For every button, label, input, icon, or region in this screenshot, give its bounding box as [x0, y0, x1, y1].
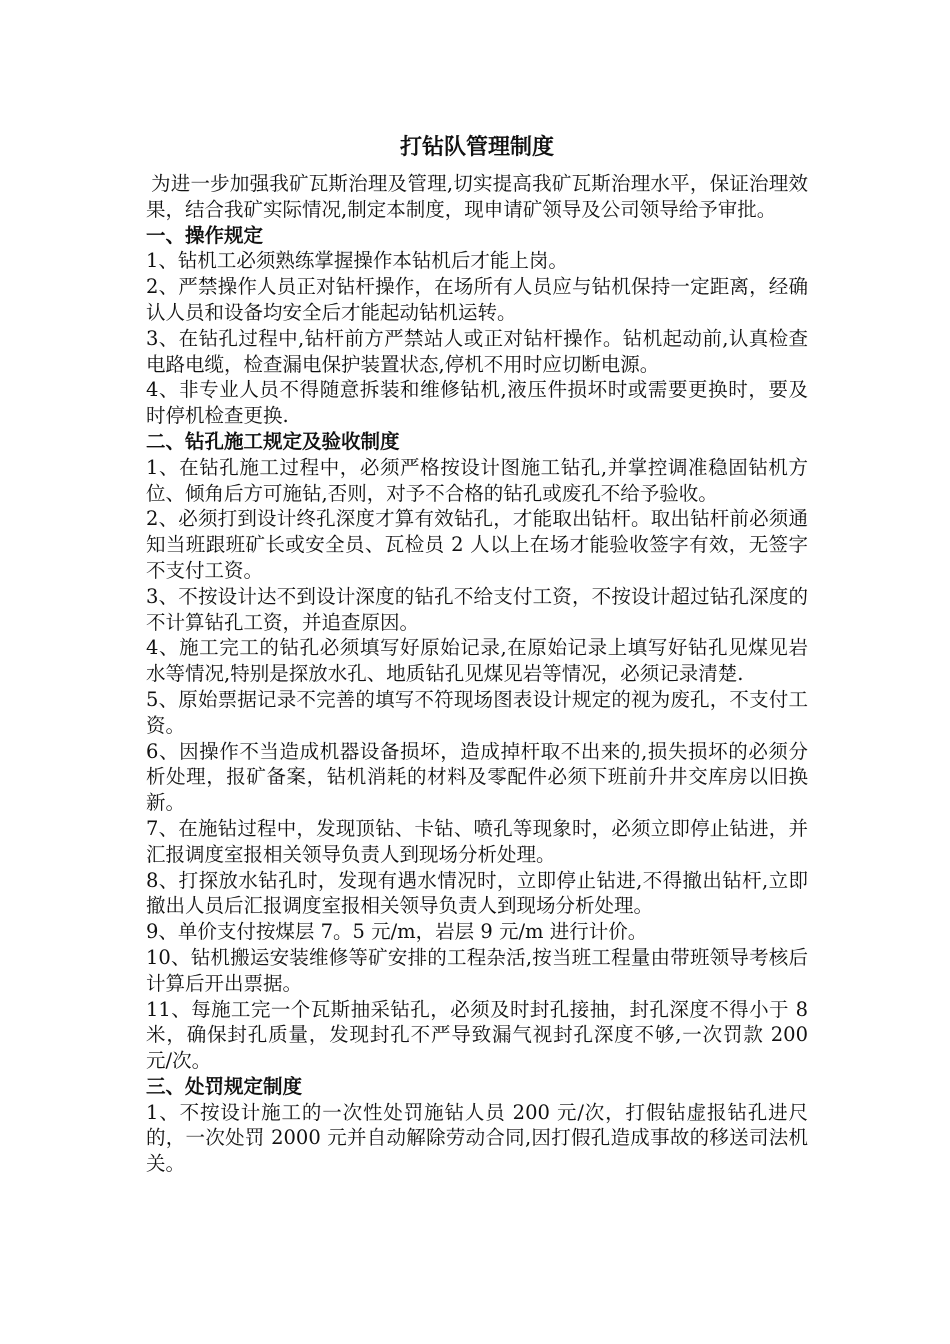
list-item: 9、单价支付按煤层 7。5 元/m，岩层 9 元/m 进行计价。 — [146, 920, 648, 944]
list-item: 7、在施钻过程中，发现顶钻、卡钻、喷孔等现象时，必须立即停止钻进，并汇报调度室报相关领导负责人到现场分析处理。 — [146, 816, 808, 866]
list-item: 4、施工完工的钻孔必须填写好原始记录,在原始记录上填写好钻孔见煤见岩水等情况,特别是探放水孔、地质钻孔见煤见岩等情况，必须记录清楚. — [146, 636, 808, 686]
list-item: 2、必须打到设计终孔深度才算有效钻孔，才能取出钻杆。取出钻杆前必须通知当班跟班矿长或安全员、瓦检员 2 人以上在场才能验收签字有效，无签字不支付工资。 — [146, 507, 808, 582]
section-heading-operation: 一、操作规定 — [146, 223, 264, 247]
intro-paragraph: 为进一步加强我矿瓦斯治理及管理,切实提高我矿瓦斯治理水平，保证治理效果，结合我矿实际情况,制定本制度，现申请矿领导及公司领导给予审批。 — [146, 172, 808, 221]
list-item: 1、在钻孔施工过程中，必须严格按设计图施工钻孔,并掌控调准稳固钻机方位、倾角后方可施钻,否则，对予不合格的钻孔或废孔不给予验收。 — [146, 455, 808, 505]
list-item: 4、非专业人员不得随意拆装和维修钻机,液压件损坏时或需要更换时，要及时停机检查更换. — [146, 378, 808, 428]
list-item: 3、不按设计达不到设计深度的钻孔不给支付工资，不按设计超过钻孔深度的不计算钻孔工资，并追查原因。 — [146, 584, 808, 634]
list-item: 1、钻机工必须熟练掌握操作本钻机后才能上岗。 — [146, 249, 568, 273]
list-item: 8、打探放水钻孔时，发现有遇水情况时，立即停止钻进,不得撤出钻杆,立即撤出人员后汇报调度室报相关领导负责人到现场分析处理。 — [146, 868, 808, 918]
list-item: 5、原始票据记录不完善的填写不符现场图表设计规定的视为废孔，不支付工资。 — [146, 687, 808, 737]
list-item: 3、在钻孔过程中,钻杆前方严禁站人或正对钻杆操作。钻机起动前,认真检查电路电缆，检查漏电保护装置状态,停机不用时应切断电源。 — [146, 326, 808, 376]
list-item: 2、严禁操作人员正对钻杆操作，在场所有人员应与钻机保持一定距离，经确认人员和设备均安全后才能起动钻机运转。 — [146, 275, 808, 324]
list-item: 10、钻机搬运安装维修等矿安排的工程杂活,按当班工程量由带班领导考核后计算后开出票据。 — [146, 945, 808, 995]
section-heading-penalty: 三、处罚规定制度 — [146, 1074, 303, 1098]
list-item: 11、每施工完一个瓦斯抽采钻孔，必须及时封孔接抽，封孔深度不得小于 8 米，确保封孔质量，发现封孔不严导致漏气视封孔深度不够,一次罚款 200 元/次。 — [146, 997, 808, 1073]
list-item: 6、因操作不当造成机器设备损坏，造成掉杆取不出来的,损失损坏的必须分析处理，报矿备案，钻机消耗的材料及零配件必须下班前升井交库房以旧换新。 — [146, 739, 808, 815]
list-item: 1、不按设计施工的一次性处罚施钻人员 200 元/次，打假钻虚报钻孔进尺的，一次处罚 2000 元并自动解除劳动合同,因打假孔造成事故的移送司法机关。 — [146, 1100, 808, 1176]
section-heading-drilling: 二、钻孔施工规定及验收制度 — [146, 429, 400, 453]
document-page — [146, 131, 808, 1177]
document-title: 打钻队管理制度 — [399, 135, 554, 160]
